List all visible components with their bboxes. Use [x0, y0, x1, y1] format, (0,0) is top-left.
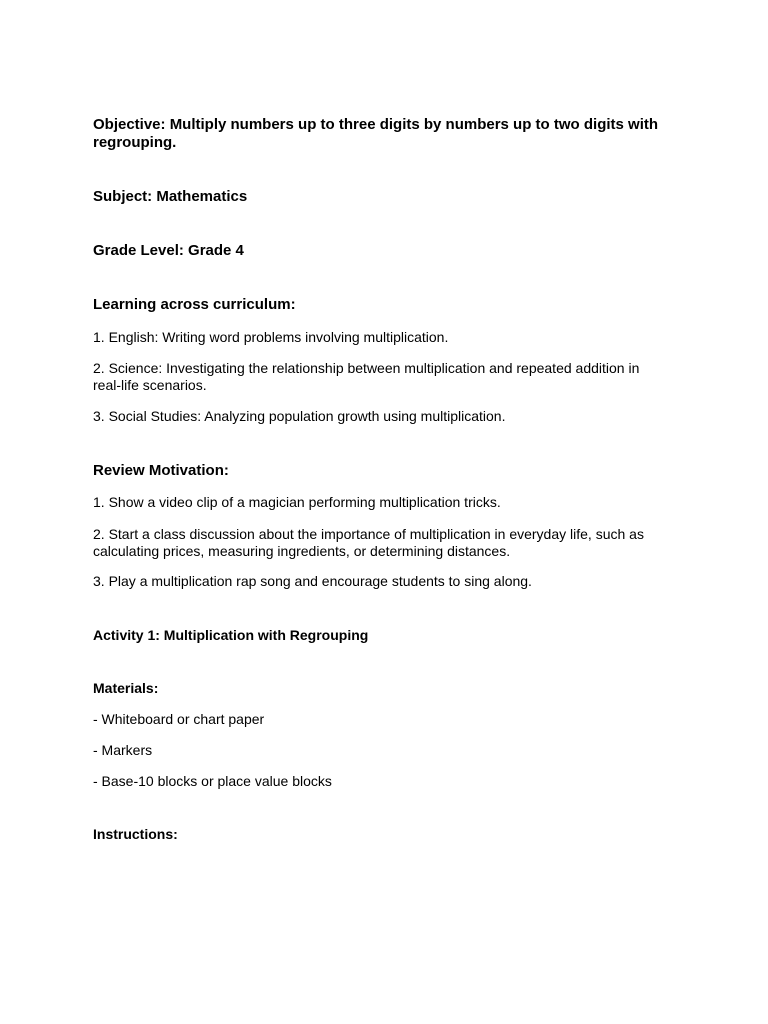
curriculum-item-science: 2. Science: Investigating the relationship between multiplication and repeated addition in real-life scenarios.	[93, 360, 640, 393]
subject-heading: Subject: Mathematics	[93, 188, 248, 205]
motivation-item-rap-song: 3. Play a multiplication rap song and encourage students to sing along.	[93, 573, 532, 589]
materials-heading: Materials:	[93, 680, 159, 696]
motivation-item-video: 1. Show a video clip of a magician performing multiplication tricks.	[93, 494, 501, 510]
objective-heading: Objective: Multiply numbers up to three digits by numbers up to two digits with regrouping.	[93, 116, 659, 151]
curriculum-item-english: 1. English: Writing word problems involving multiplication.	[93, 329, 449, 345]
material-item-markers: - Markers	[93, 742, 153, 758]
curriculum-item-social-studies: 3. Social Studies: Analyzing population growth using multiplication.	[93, 408, 506, 424]
material-item-base10-blocks: - Base-10 blocks or place value blocks	[93, 773, 332, 789]
material-item-whiteboard: - Whiteboard or chart paper	[93, 711, 265, 727]
grade-level-heading: Grade Level: Grade 4	[93, 242, 244, 259]
review-motivation-heading: Review Motivation:	[93, 462, 229, 479]
instructions-heading: Instructions:	[93, 826, 178, 842]
motivation-item-discussion: 2. Start a class discussion about the importance of multiplication in everyday life, such as calculating prices, measuring ingredients, or determining distances.	[93, 526, 644, 559]
learning-across-curriculum-heading: Learning across curriculum:	[93, 296, 296, 313]
activity-title: Activity 1: Multiplication with Regrouping	[93, 627, 369, 643]
